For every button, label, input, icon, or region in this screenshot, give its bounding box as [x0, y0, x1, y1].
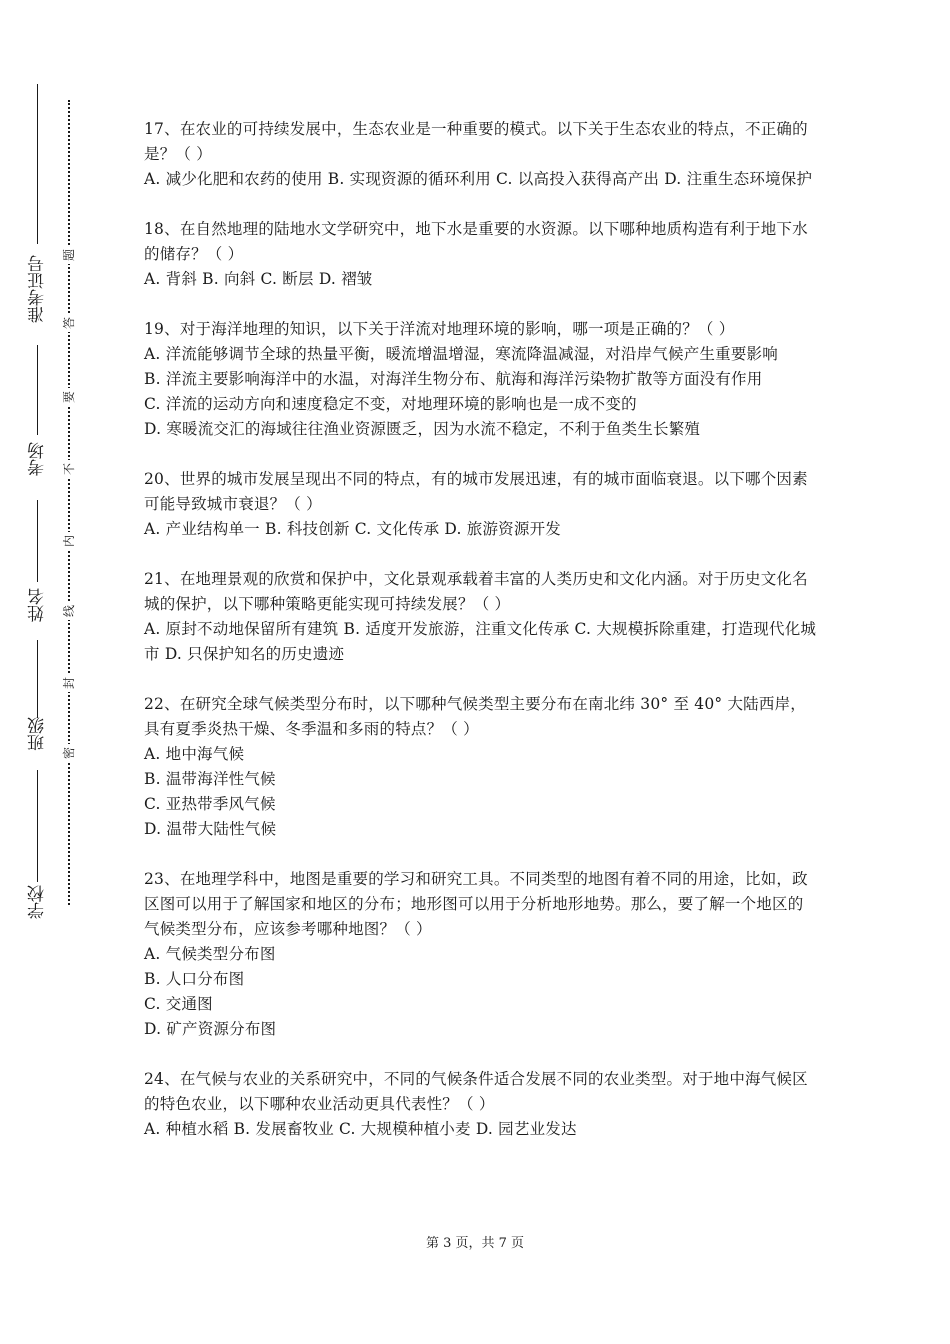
seal-char: 题: [60, 246, 78, 264]
margin-rule-top: [37, 84, 38, 244]
margin-rule: [37, 640, 38, 718]
seal-char: 内: [60, 532, 78, 550]
question-stem: 21、在地理景观的欣赏和保护中，文化景观承载着丰富的人类历史和文化内涵。对于历史文化名城的保护，以下哪种策略更能实现可持续发展？（ ）: [144, 570, 808, 613]
option-d: D. 寒暖流交汇的海域往往渔业资源匮乏，因为水流不稳定，不利于鱼类生长繁殖: [144, 420, 701, 438]
margin-label: 班级: [28, 717, 48, 751]
question-21: [144, 567, 819, 667]
option-line: A. 减少化肥和农药的使用 B. 实现资源的循环利用 C. 以高投入获得高产出 D. 注重生态环境保护: [144, 170, 813, 188]
option-a: A. 洋流能够调节全球的热量平衡，暖流增温增湿，寒流降温减湿，对沿岸气候产生重要影响: [144, 345, 778, 363]
question-19: [144, 317, 819, 442]
option-b: B. 洋流主要影响海洋中的水温，对海洋生物分布、航海和海洋污染物扩散等方面没有作用: [144, 370, 763, 388]
seal-char: 不: [60, 460, 78, 478]
margin-field-name: [26, 588, 50, 622]
margin-label: 考场: [28, 442, 48, 476]
page-number-footer: 第 3 页，共 7 页: [425, 1236, 525, 1251]
question-20: [144, 467, 819, 542]
seal-char: 要: [60, 388, 78, 406]
seal-char: 封: [60, 674, 78, 692]
seal-char: 答: [60, 314, 78, 332]
margin-field-school: [26, 885, 50, 919]
option-b: B. 温带海洋性气候: [144, 770, 276, 788]
question-stem: 23、在地理学科中，地图是重要的学习和研究工具。不同类型的地图有着不同的用途，比如，政区图可以用于了解国家和地区的分布；地形图可以用于分析地形地势。那么，要了解一个地区的气候类型分布，应该参考哪种地图？（ ）: [144, 870, 808, 938]
margin-rule: [37, 345, 38, 435]
question-18: [144, 217, 819, 292]
option-d: D. 矿产资源分布图: [144, 1020, 277, 1038]
question-list: [144, 117, 819, 1167]
option-c: C. 洋流的运动方向和速度稳定不变，对地理环境的影响也是一成不变的: [144, 395, 637, 413]
margin-label: 学校: [28, 885, 48, 919]
margin-rule: [37, 770, 38, 882]
seal-dotted-line: [68, 100, 70, 905]
option-line: A. 产业结构单一 B. 科技创新 C. 文化传承 D. 旅游资源开发: [144, 520, 561, 538]
option-line: A. 原封不动地保留所有建筑 B. 适度开发旅游，注重文化传承 C. 大规模拆除重建，打造现代化城市 D. 只保护知名的历史遗迹: [144, 620, 817, 663]
question-23: [144, 867, 819, 1042]
question-17: [144, 117, 819, 192]
question-stem: 20、世界的城市发展呈现出不同的特点，有的城市发展迅速，有的城市面临衰退。以下哪个因素可能导致城市衰退？（ ）: [144, 470, 808, 513]
question-stem: 18、在自然地理的陆地水文学研究中，地下水是重要的水资源。以下哪种地质构造有利于地下水的储存？（ ）: [144, 220, 808, 263]
margin-field-class: [26, 717, 50, 751]
question-stem: 24、在气候与农业的关系研究中，不同的气候条件适合发展不同的农业类型。对于地中海气候区的特色农业，以下哪种农业活动更具代表性？（ ）: [144, 1070, 808, 1113]
margin-label: 姓名: [28, 588, 48, 622]
question-stem: 17、在农业的可持续发展中，生态农业是一种重要的模式。以下关于生态农业的特点，不正确的是？（ ）: [144, 120, 808, 163]
seal-char: 线: [60, 602, 78, 620]
option-line: A. 种植水稻 B. 发展畜牧业 C. 大规模种植小麦 D. 园艺业发达: [144, 1120, 577, 1138]
option-c: C. 亚热带季风气候: [144, 795, 276, 813]
question-stem: 19、对于海洋地理的知识，以下关于洋流对地理环境的影响，哪一项是正确的？（ ）: [144, 320, 735, 338]
question-stem: 22、在研究全球气候类型分布时，以下哪种气候类型主要分布在南北纬 30° 至 40° 大陆西岸，具有夏季炎热干燥、冬季温和多雨的特点？（ ）: [144, 695, 806, 738]
option-b: B. 人口分布图: [144, 970, 245, 988]
margin-label: 准考证号: [28, 255, 48, 323]
option-a: A. 气候类型分布图: [144, 945, 276, 963]
option-line: A. 背斜 B. 向斜 C. 断层 D. 褶皱: [144, 270, 373, 288]
margin-field-exam-number: [26, 255, 50, 323]
option-c: C. 交通图: [144, 995, 213, 1013]
option-d: D. 温带大陆性气候: [144, 820, 277, 838]
question-24: [144, 1067, 819, 1142]
margin-field-exam-room: [26, 442, 50, 476]
option-a: A. 地中海气候: [144, 745, 245, 763]
seal-char: 密: [60, 744, 78, 762]
margin-rule: [37, 500, 38, 582]
question-22: [144, 692, 819, 842]
